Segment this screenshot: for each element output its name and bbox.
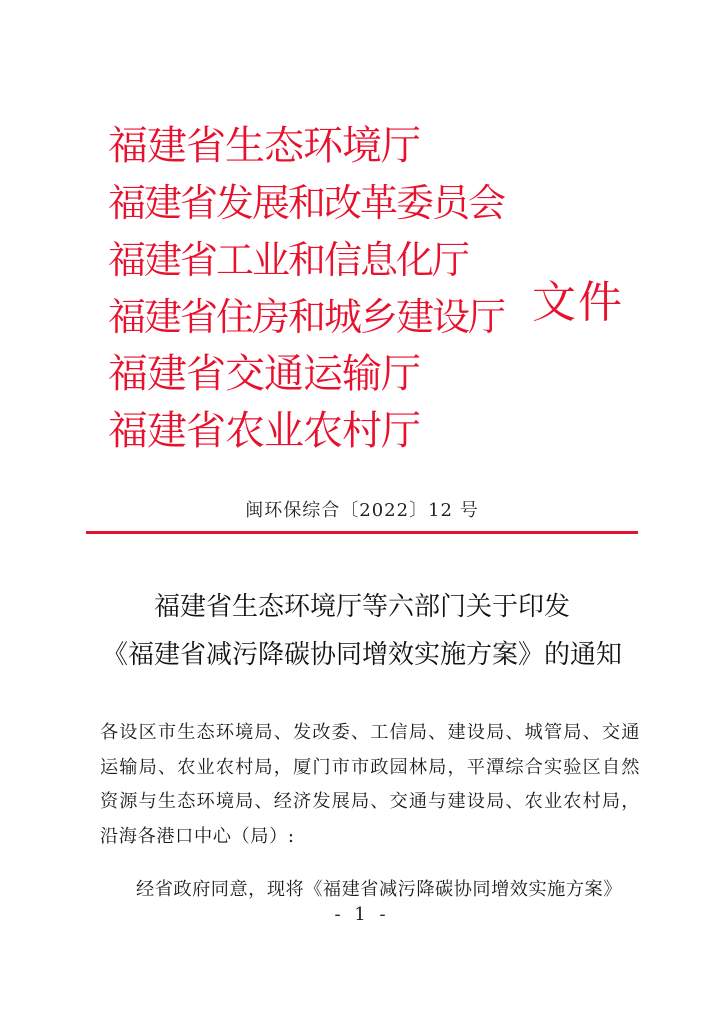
issuer-name: 福建省交通运输厅 <box>108 351 420 397</box>
issuer-name: 福建省生态环境厅 <box>108 123 420 169</box>
issuer-name: 福建省农业农村厅 <box>108 408 420 454</box>
red-divider-line <box>86 531 638 534</box>
issuer-name: 福建省住房和城乡建设厅 <box>108 295 505 339</box>
document-number: 闽环保综合〔2022〕12 号 <box>245 500 479 521</box>
issuer-name: 福建省发展和改革委员会 <box>108 181 505 225</box>
document-header <box>108 118 668 478</box>
document-title-line-2: 《福建省减污降碳协同增效实施方案》的通知 <box>101 640 622 670</box>
page-number: - 1 - <box>334 904 390 925</box>
body-paragraph: 经省政府同意，现将《福建省减污降碳协同增效实施方案》 <box>136 879 622 900</box>
addressee-paragraph: 各设区市生态环境局、发改委、工信局、建设局、城管局、交通运输局、农业农村局，厦门市市政园林局，平潭综合实验区自然资源与生态环境局、经济发展局、交通与建设局、农业农村局，沿海各港口中心（局）: <box>100 722 640 847</box>
document-label: 文件 <box>532 277 624 328</box>
issuer-list <box>108 118 504 460</box>
issuer-name: 福建省工业和信息化厅 <box>108 238 469 282</box>
document-title-line-1: 福建省生态环境厅等六部门关于印发 <box>153 592 570 622</box>
